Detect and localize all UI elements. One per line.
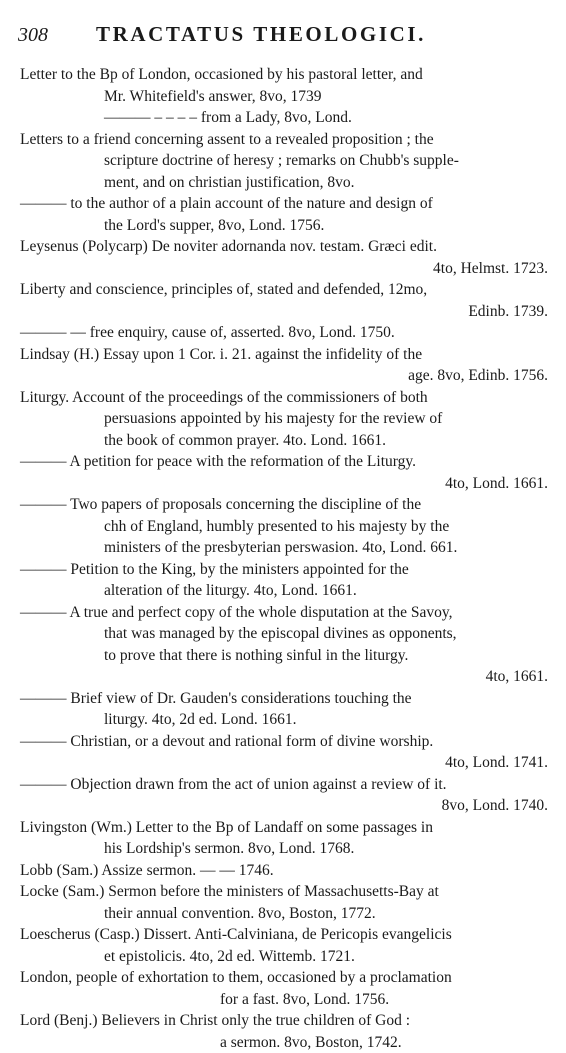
entry-line bbox=[0, 924, 566, 946]
page-number: 308 bbox=[18, 24, 48, 47]
entry-text: ——— – – – – from a Lady, 8vo, Lond. bbox=[104, 107, 352, 129]
entry-line bbox=[0, 430, 566, 452]
entry-line bbox=[0, 623, 566, 645]
entry-line bbox=[0, 387, 566, 409]
entry-line bbox=[0, 903, 566, 925]
entry-line bbox=[0, 580, 566, 602]
entry-text: for a fast. 8vo, Lond. 1756. bbox=[220, 989, 389, 1011]
entry-line bbox=[0, 451, 566, 473]
entry-text: Locke (Sam.) Sermon before the ministers of Massachusetts-Bay at bbox=[20, 881, 439, 903]
entry-text: Liturgy. Account of the proceedings of the commissioners of both bbox=[20, 387, 428, 409]
entry-line bbox=[0, 860, 566, 882]
entry-line bbox=[0, 795, 566, 817]
entry-line bbox=[0, 344, 566, 366]
entry-text: ——— Christian, or a devout and rational form of divine worship. bbox=[20, 731, 433, 753]
entry-line bbox=[0, 1032, 566, 1053]
entry-text: Letter to the Bp of London, occasioned by his pastoral letter, and bbox=[20, 64, 423, 86]
entry-line bbox=[0, 236, 566, 258]
entry-text: chh of England, humbly presented to his majesty by the bbox=[104, 516, 449, 538]
entry-text: scripture doctrine of heresy ; remarks on Chubb's supple- bbox=[104, 150, 459, 172]
entry-line bbox=[0, 322, 566, 344]
entry-text: 4to, 1661. bbox=[486, 666, 548, 688]
entry-text: 4to, Lond. 1661. bbox=[445, 473, 548, 495]
running-title: TRACTATUS THEOLOGICI. bbox=[96, 22, 426, 47]
entry-text: et epistolicis. 4to, 2d ed. Wittemb. 1721. bbox=[104, 946, 355, 968]
entry-text: a sermon. 8vo, Boston, 1742. bbox=[220, 1032, 402, 1053]
entry-text: 8vo, Lond. 1740. bbox=[442, 795, 548, 817]
entry-text: Edinb. 1739. bbox=[468, 301, 548, 323]
entry-line bbox=[0, 129, 566, 151]
entry-text: ——— Two papers of proposals concerning the discipline of the bbox=[20, 494, 421, 516]
entry-text: ——— A petition for peace with the reformation of the Liturgy. bbox=[20, 451, 416, 473]
entry-line bbox=[0, 881, 566, 903]
entry-line bbox=[0, 1010, 566, 1032]
entry-line bbox=[0, 666, 566, 688]
entry-line bbox=[0, 172, 566, 194]
entry-text: Leysenus (Polycarp) De noviter adornanda nov. testam. Græci edit. bbox=[20, 236, 437, 258]
entry-text: 4to, Helmst. 1723. bbox=[433, 258, 548, 280]
entry-text: ——— to the author of a plain account of the nature and design of bbox=[20, 193, 433, 215]
entry-text: ——— Petition to the King, by the ministers appointed for the bbox=[20, 559, 409, 581]
entry-text: ——— Brief view of Dr. Gauden's considerations touching the bbox=[20, 688, 412, 710]
entry-line bbox=[0, 946, 566, 968]
entry-text: their annual convention. 8vo, Boston, 1772. bbox=[104, 903, 376, 925]
entry-text: Mr. Whitefield's answer, 8vo, 1739 bbox=[104, 86, 322, 108]
entry-text: Lord (Benj.) Believers in Christ only the true children of God : bbox=[20, 1010, 410, 1032]
entry-line bbox=[0, 408, 566, 430]
entry-text: to prove that there is nothing sinful in the liturgy. bbox=[104, 645, 408, 667]
catalogue-entries bbox=[0, 64, 566, 1053]
entry-line bbox=[0, 537, 566, 559]
entry-text: ministers of the presbyterian perswasion. 4to, Lond. 661. bbox=[104, 537, 457, 559]
entry-line bbox=[0, 279, 566, 301]
entry-text: 4to, Lond. 1741. bbox=[445, 752, 548, 774]
entry-text: liturgy. 4to, 2d ed. Lond. 1661. bbox=[104, 709, 296, 731]
entry-line bbox=[0, 752, 566, 774]
entry-text: Livingston (Wm.) Letter to the Bp of Landaff on some passages in bbox=[20, 817, 433, 839]
entry-text: Loescherus (Casp.) Dissert. Anti-Calviniana, de Pericopis evangelicis bbox=[20, 924, 452, 946]
entry-text: persuasions appointed by his majesty for the review of bbox=[104, 408, 442, 430]
entry-text: alteration of the liturgy. 4to, Lond. 1661. bbox=[104, 580, 357, 602]
entry-text: ment, and on christian justification, 8vo. bbox=[104, 172, 355, 194]
entry-line bbox=[0, 989, 566, 1011]
entry-text: ——— A true and perfect copy of the whole disputation at the Savoy, bbox=[20, 602, 452, 624]
entry-line bbox=[0, 193, 566, 215]
entry-line bbox=[0, 107, 566, 129]
entry-line bbox=[0, 473, 566, 495]
entry-text: the Lord's supper, 8vo, Lond. 1756. bbox=[104, 215, 324, 237]
entry-text: ——— — free enquiry, cause of, asserted. 8vo, Lond. 1750. bbox=[20, 322, 395, 344]
entry-line bbox=[0, 817, 566, 839]
entry-text: Lobb (Sam.) Assize sermon. — — 1746. bbox=[20, 860, 274, 882]
entry-line bbox=[0, 215, 566, 237]
entry-line bbox=[0, 494, 566, 516]
entry-text: the book of common prayer. 4to. Lond. 1661. bbox=[104, 430, 386, 452]
running-header bbox=[18, 22, 538, 50]
entry-line bbox=[0, 150, 566, 172]
entry-line bbox=[0, 559, 566, 581]
entry-line bbox=[0, 86, 566, 108]
entry-line bbox=[0, 602, 566, 624]
entry-line bbox=[0, 731, 566, 753]
entry-text: his Lordship's sermon. 8vo, Lond. 1768. bbox=[104, 838, 354, 860]
entry-line bbox=[0, 64, 566, 86]
entry-text: ——— Objection drawn from the act of union against a review of it. bbox=[20, 774, 447, 796]
entry-text: Letters to a friend concerning assent to a revealed proposition ; the bbox=[20, 129, 434, 151]
entry-line bbox=[0, 645, 566, 667]
entry-line bbox=[0, 365, 566, 387]
entry-text: London, people of exhortation to them, occasioned by a proclamation bbox=[20, 967, 452, 989]
entry-text: age. 8vo, Edinb. 1756. bbox=[408, 365, 548, 387]
entry-line bbox=[0, 258, 566, 280]
entry-text: that was managed by the episcopal divines as opponents, bbox=[104, 623, 457, 645]
entry-text: Liberty and conscience, principles of, stated and defended, 12mo, bbox=[20, 279, 427, 301]
entry-text: Lindsay (H.) Essay upon 1 Cor. i. 21. against the infidelity of the bbox=[20, 344, 422, 366]
entry-line bbox=[0, 838, 566, 860]
entry-line bbox=[0, 516, 566, 538]
entry-line bbox=[0, 967, 566, 989]
entry-line bbox=[0, 688, 566, 710]
entry-line bbox=[0, 709, 566, 731]
entry-line bbox=[0, 301, 566, 323]
entry-line bbox=[0, 774, 566, 796]
